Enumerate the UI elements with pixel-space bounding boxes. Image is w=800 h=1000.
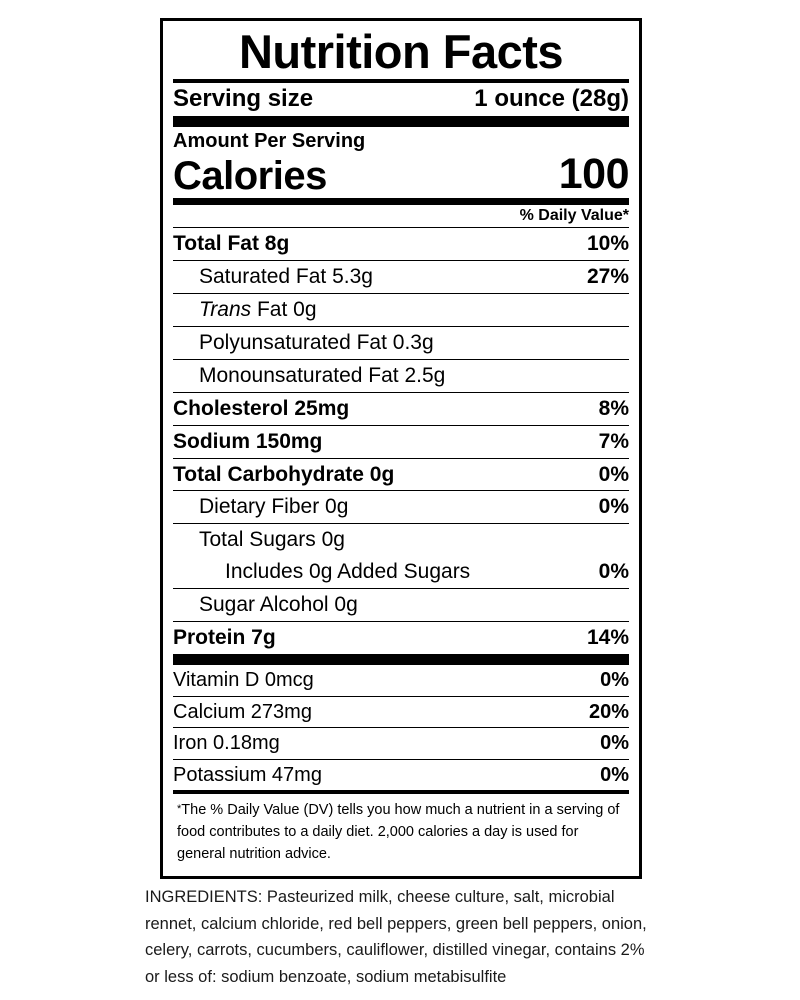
nutrient-row-monounsaturated-fat — [173, 360, 629, 392]
micronutrient-row-calcium — [173, 697, 629, 728]
daily-value-footnote — [173, 794, 629, 867]
micronutrient-dv-calcium: 20% — [588, 700, 629, 723]
micronutrient-row-iron — [173, 728, 629, 759]
nutrient-row-saturated-fat — [173, 261, 629, 293]
ingredients-statement: INGREDIENTS: Pasteurized milk, cheese culture, salt, microbial rennet, calcium chloride, red bell peppers, green bell peppers, onion, celery, carrots, cucumbers, cauliflower, distilled vinegar, contains 2% or less of: sodium benzoate, sodium metabisulfite — [145, 888, 647, 987]
nutrient-name-dietary-fiber: Dietary Fiber 0g — [199, 495, 349, 519]
micronutrient-dv-vitamin-d: 0% — [600, 669, 629, 692]
divider-under-calories — [173, 198, 629, 205]
footnote-text: The % Daily Value (DV) tells you how much a nutrient in a serving of food contributes to a daily diet. 2,000 calories a day is used for general nutrition advice. — [177, 802, 620, 862]
nutrient-row-total-sugars — [173, 524, 629, 556]
nutrient-name-total-sugars: Total Sugars 0g — [199, 528, 345, 552]
nutrient-name-sugar-alcohol: Sugar Alcohol 0g — [199, 593, 358, 617]
nutrient-name-polyunsaturated-fat: Polyunsaturated Fat 0.3g — [199, 330, 434, 354]
nutrient-row-added-sugars — [173, 556, 629, 588]
micronutrient-name-vitamin-d: Vitamin D 0mcg — [173, 669, 314, 692]
serving-size-row — [173, 83, 629, 116]
nutrient-name-sodium: Sodium 150mg — [173, 429, 323, 453]
nutrient-dv-protein: 14% — [586, 626, 629, 650]
nutrient-row-protein — [173, 622, 629, 654]
micronutrient-name-calcium: Calcium 273mg — [173, 700, 312, 723]
nutrient-name-trans-fat — [173, 296, 317, 324]
serving-size-label: Serving size — [173, 85, 314, 113]
nutrient-dv-added-sugars: 0% — [598, 560, 629, 584]
micronutrient-row-potassium — [173, 760, 629, 791]
nutrient-dv-total-fat: 10% — [586, 232, 629, 256]
nutrient-dv-dietary-fiber: 0% — [598, 495, 629, 519]
micronutrient-name-iron: Iron 0.18mg — [173, 732, 280, 755]
divider-thick-calories — [173, 116, 629, 127]
micronutrient-name-potassium: Potassium 47mg — [173, 763, 322, 786]
calories-value: 100 — [558, 150, 629, 199]
nutrient-row-sugar-alcohol — [173, 589, 629, 621]
trans-italic: Trans — [199, 297, 252, 321]
serving-size-value: 1 ounce (28g) — [474, 85, 629, 113]
nutrient-row-total-carbohydrate — [173, 459, 629, 491]
amount-per-serving-label: Amount Per Serving — [173, 130, 366, 153]
nutrient-name-added-sugars: Includes 0g Added Sugars — [225, 560, 471, 584]
footnote-asterisk: * — [177, 803, 182, 816]
calories-label: Calories — [173, 154, 327, 199]
nutrient-row-sodium — [173, 426, 629, 458]
nutrition-facts-panel — [160, 18, 642, 879]
nutrient-dv-saturated-fat: 27% — [586, 264, 629, 288]
trans-rest: Fat 0g — [251, 297, 317, 321]
nutrient-name-cholesterol: Cholesterol 25mg — [173, 396, 350, 420]
nutrient-dv-cholesterol: 8% — [598, 396, 629, 420]
calories-row — [173, 150, 629, 199]
nutrient-row-cholesterol — [173, 393, 629, 425]
micronutrient-dv-potassium: 0% — [600, 763, 629, 786]
nutrient-name-saturated-fat: Saturated Fat 5.3g — [199, 264, 373, 288]
nutrient-row-dietary-fiber — [173, 491, 629, 523]
nutrition-facts-title: Nutrition Facts — [238, 25, 564, 78]
nutrient-row-total-fat — [173, 228, 629, 260]
nutrient-dv-total-carbohydrate: 0% — [598, 462, 629, 486]
nutrient-name-total-carbohydrate: Total Carbohydrate 0g — [173, 462, 395, 486]
divider-above-micronutrients — [173, 654, 629, 665]
nutrient-name-protein: Protein 7g — [173, 626, 276, 650]
nutrient-name-monounsaturated-fat: Monounsaturated Fat 2.5g — [199, 363, 446, 387]
micronutrient-row-vitamin-d — [173, 665, 629, 696]
nutrient-name-total-fat: Total Fat 8g — [173, 232, 290, 256]
nutrient-row-trans-fat — [173, 294, 629, 326]
nutrient-row-polyunsaturated-fat — [173, 327, 629, 359]
nutrient-dv-sodium: 7% — [598, 429, 629, 453]
daily-value-header: % Daily Value* — [519, 207, 629, 225]
micronutrient-dv-iron: 0% — [600, 732, 629, 755]
